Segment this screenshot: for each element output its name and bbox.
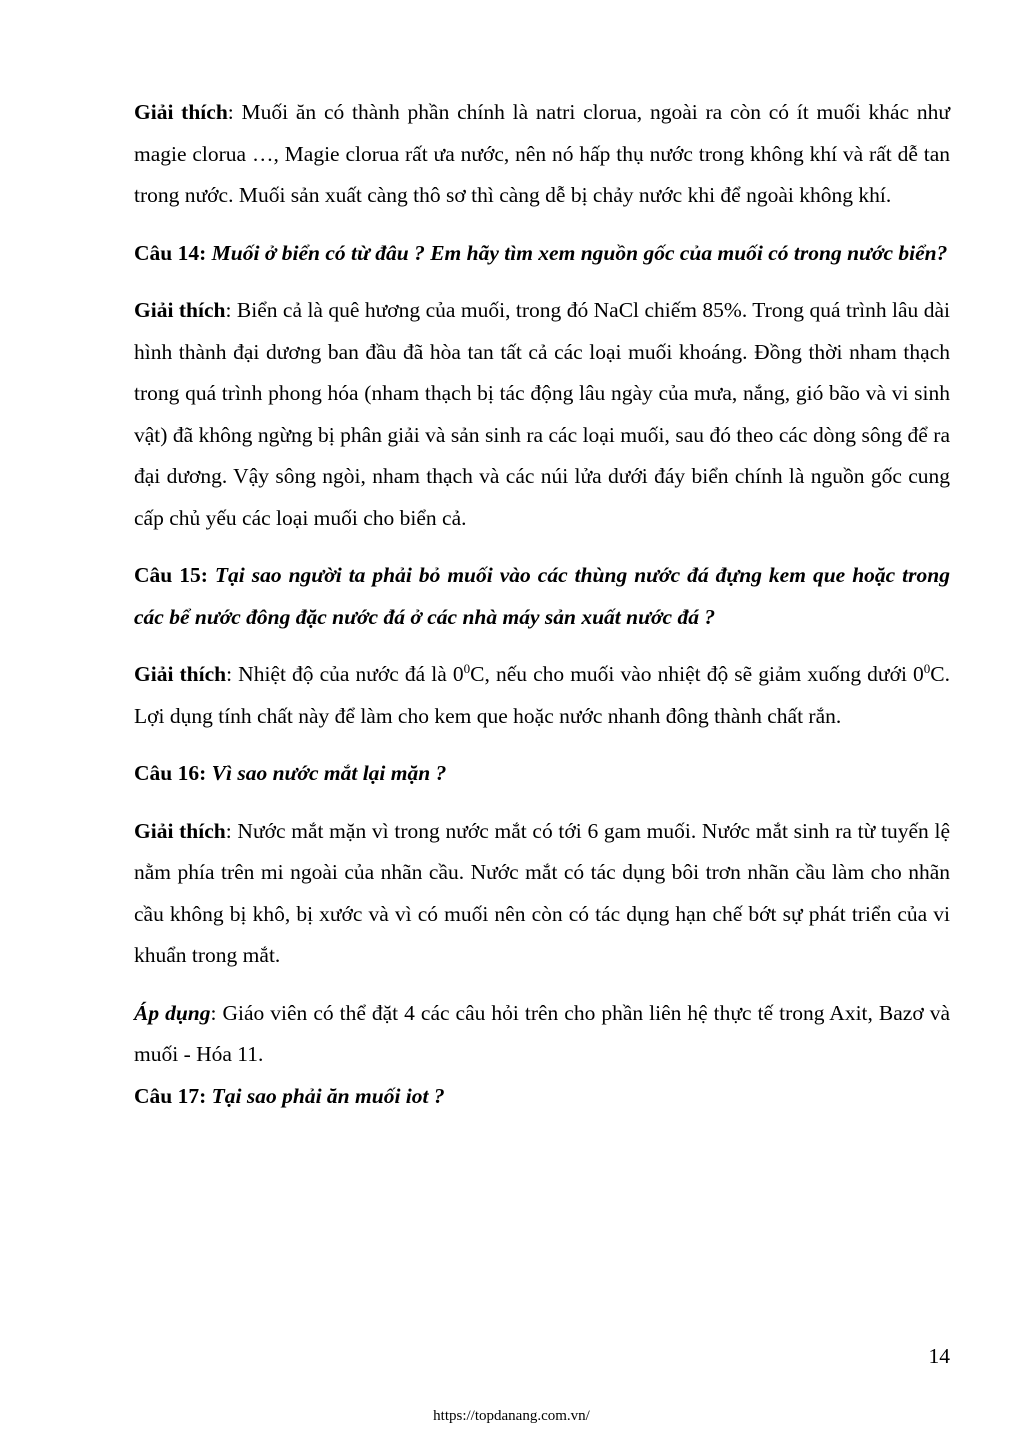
- question-14: [134, 233, 950, 275]
- explanation-paragraph: Giải thích: Biển cả là quê hương của muối, trong đó NaCl chiếm 85%. Trong quá trình lâu dài hình thành đại dương ban đầu đã hòa tan tất cả các loại muối khoáng. Đồng thời nham thạch trong quá trình phong hóa (nham thạch bị tác động lâu ngày của mưa, nắng, gió bão và vi sinh vật) đã không ngừng bị phân giải và sản sinh ra các loại muối, sau đó theo các dòng sông để ra đại dương. Vậy sông ngòi, nham thạch và các núi lửa dưới đáy biển chính là nguồn gốc cung cấp chủ yếu các loại muối cho biển cả.: [134, 298, 950, 530]
- question-16: [134, 753, 950, 795]
- explanation-label: Giải thích: [134, 662, 227, 686]
- question-text: Muối ở biển có từ đâu ? Em hãy tìm xem nguồn gốc của muối có trong nước biển?: [211, 240, 948, 265]
- question-text: Vì sao nước mắt lại mặn ?: [211, 761, 447, 785]
- question-text: Tại sao phải ăn muối iot ?: [211, 1083, 445, 1108]
- explanation-paragraph: Giải thích: Muối ăn có thành phần chính là natri clorua, ngoài ra còn có ít muối khác như magie clorua …, Magie clorua rất ưa nước, nên nó hấp thụ nước trong không khí và rất dễ tan trong nước. Muối sản xuất càng thô sơ thì càng dễ bị chảy nước khi để ngoài không khí.: [134, 100, 950, 207]
- page-number: 14: [928, 1344, 950, 1368]
- explanation-paragraph: Giải thích: Nhiệt độ của nước đá là $0^0C$, nếu cho muối vào nhiệt độ sẽ giảm xuống dưới $0^0C$. Lợi dụng tính chất này để làm cho kem que hoặc nước nhanh đông thành chất rắn.: [134, 660, 950, 728]
- question-text: Tại sao người ta phải bỏ muối vào các thùng nước đá đựng kem que hoặc trong các bể nước đông đặc nước đá ở các nhà máy sản xuất nước đá ?: [134, 563, 950, 629]
- footer-url[interactable]: https://topdanang.com.vn/: [433, 1408, 590, 1424]
- explanation-text: Muối ăn có thành phần chính là natri clorua, ngoài ra còn có ít muối khác như magie clorua …, Magie clorua rất ưa nước, nên nó hấp thụ nước trong không khí và rất dễ tan trong nước. Muối sản xuất càng thô sơ thì càng dễ bị chảy nước khi để ngoài không khí.: [134, 100, 950, 207]
- explanation-text: Biển cả là quê hương của muối, trong đó NaCl chiếm 85%. Trong quá trình lâu dài hình thành đại dương ban đầu đã hòa tan tất cả các loại muối khoáng. Đồng thời nham thạch trong quá trình phong hóa (nham thạch bị tác động lâu ngày của mưa, nắng, gió bão và vi sinh vật) đã không ngừng bị phân giải và sản sinh ra các loại muối, sau đó theo các dòng sông để ra đại dương. Vậy sông ngòi, nham thạch và các núi lửa dưới đáy biển chính là nguồn gốc cung cấp chủ yếu các loại muối cho biển cả.: [134, 298, 950, 530]
- explanation-paragraph: Giải thích: Nước mắt mặn vì trong nước mắt có tới 6 gam muối. Nước mắt sinh ra từ tuyến lệ nằm phía trên mi ngoài của nhãn cầu. Nước mắt có tác dụng bôi trơn nhãn cầu làm cho nhãn cầu không bị khô, bị xước và vì có muối nên còn có tác dụng hạn chế bớt sự phát triển của vi khuẩn trong mắt.: [134, 818, 950, 967]
- question-label: Câu 14:: [134, 240, 207, 265]
- degree-superscript: 0: [923, 660, 931, 676]
- question-label: Câu 17:: [134, 1083, 207, 1108]
- explanation-label: Giải thích: [134, 100, 228, 124]
- explanation-label: Giải thích: [134, 298, 226, 322]
- application-label: Áp dụng: [134, 1000, 211, 1025]
- question-17: [134, 1076, 950, 1118]
- question-label: Câu 16:: [134, 761, 207, 785]
- application-text: Giáo viên có thể đặt 4 các câu hỏi trên cho phần liên hệ thực tế trong Axit, Bazơ và muối - Hóa 11.: [134, 1000, 950, 1066]
- explanation-text: Nước mắt mặn vì trong nước mắt có tới 6 gam muối. Nước mắt sinh ra từ tuyến lệ nằm phía trên mi ngoài của nhãn cầu. Nước mắt có tác dụng bôi trơn nhãn cầu làm cho nhãn cầu không bị khô, bị xước và vì có muối nên còn có tác dụng hạn chế bớt sự phát triển của vi khuẩn trong mắt.: [134, 818, 950, 967]
- degree-superscript: 0: [463, 660, 471, 676]
- question-15: [134, 555, 950, 638]
- application-paragraph: Áp dụng: Giáo viên có thể đặt 4 các câu hỏi trên cho phần liên hệ thực tế trong Axit, Bazơ và muối - Hóa 11.: [134, 1000, 950, 1066]
- question-label: Câu 15:: [134, 563, 208, 587]
- explanation-label: Giải thích: [134, 818, 226, 843]
- document-body: [134, 92, 950, 1133]
